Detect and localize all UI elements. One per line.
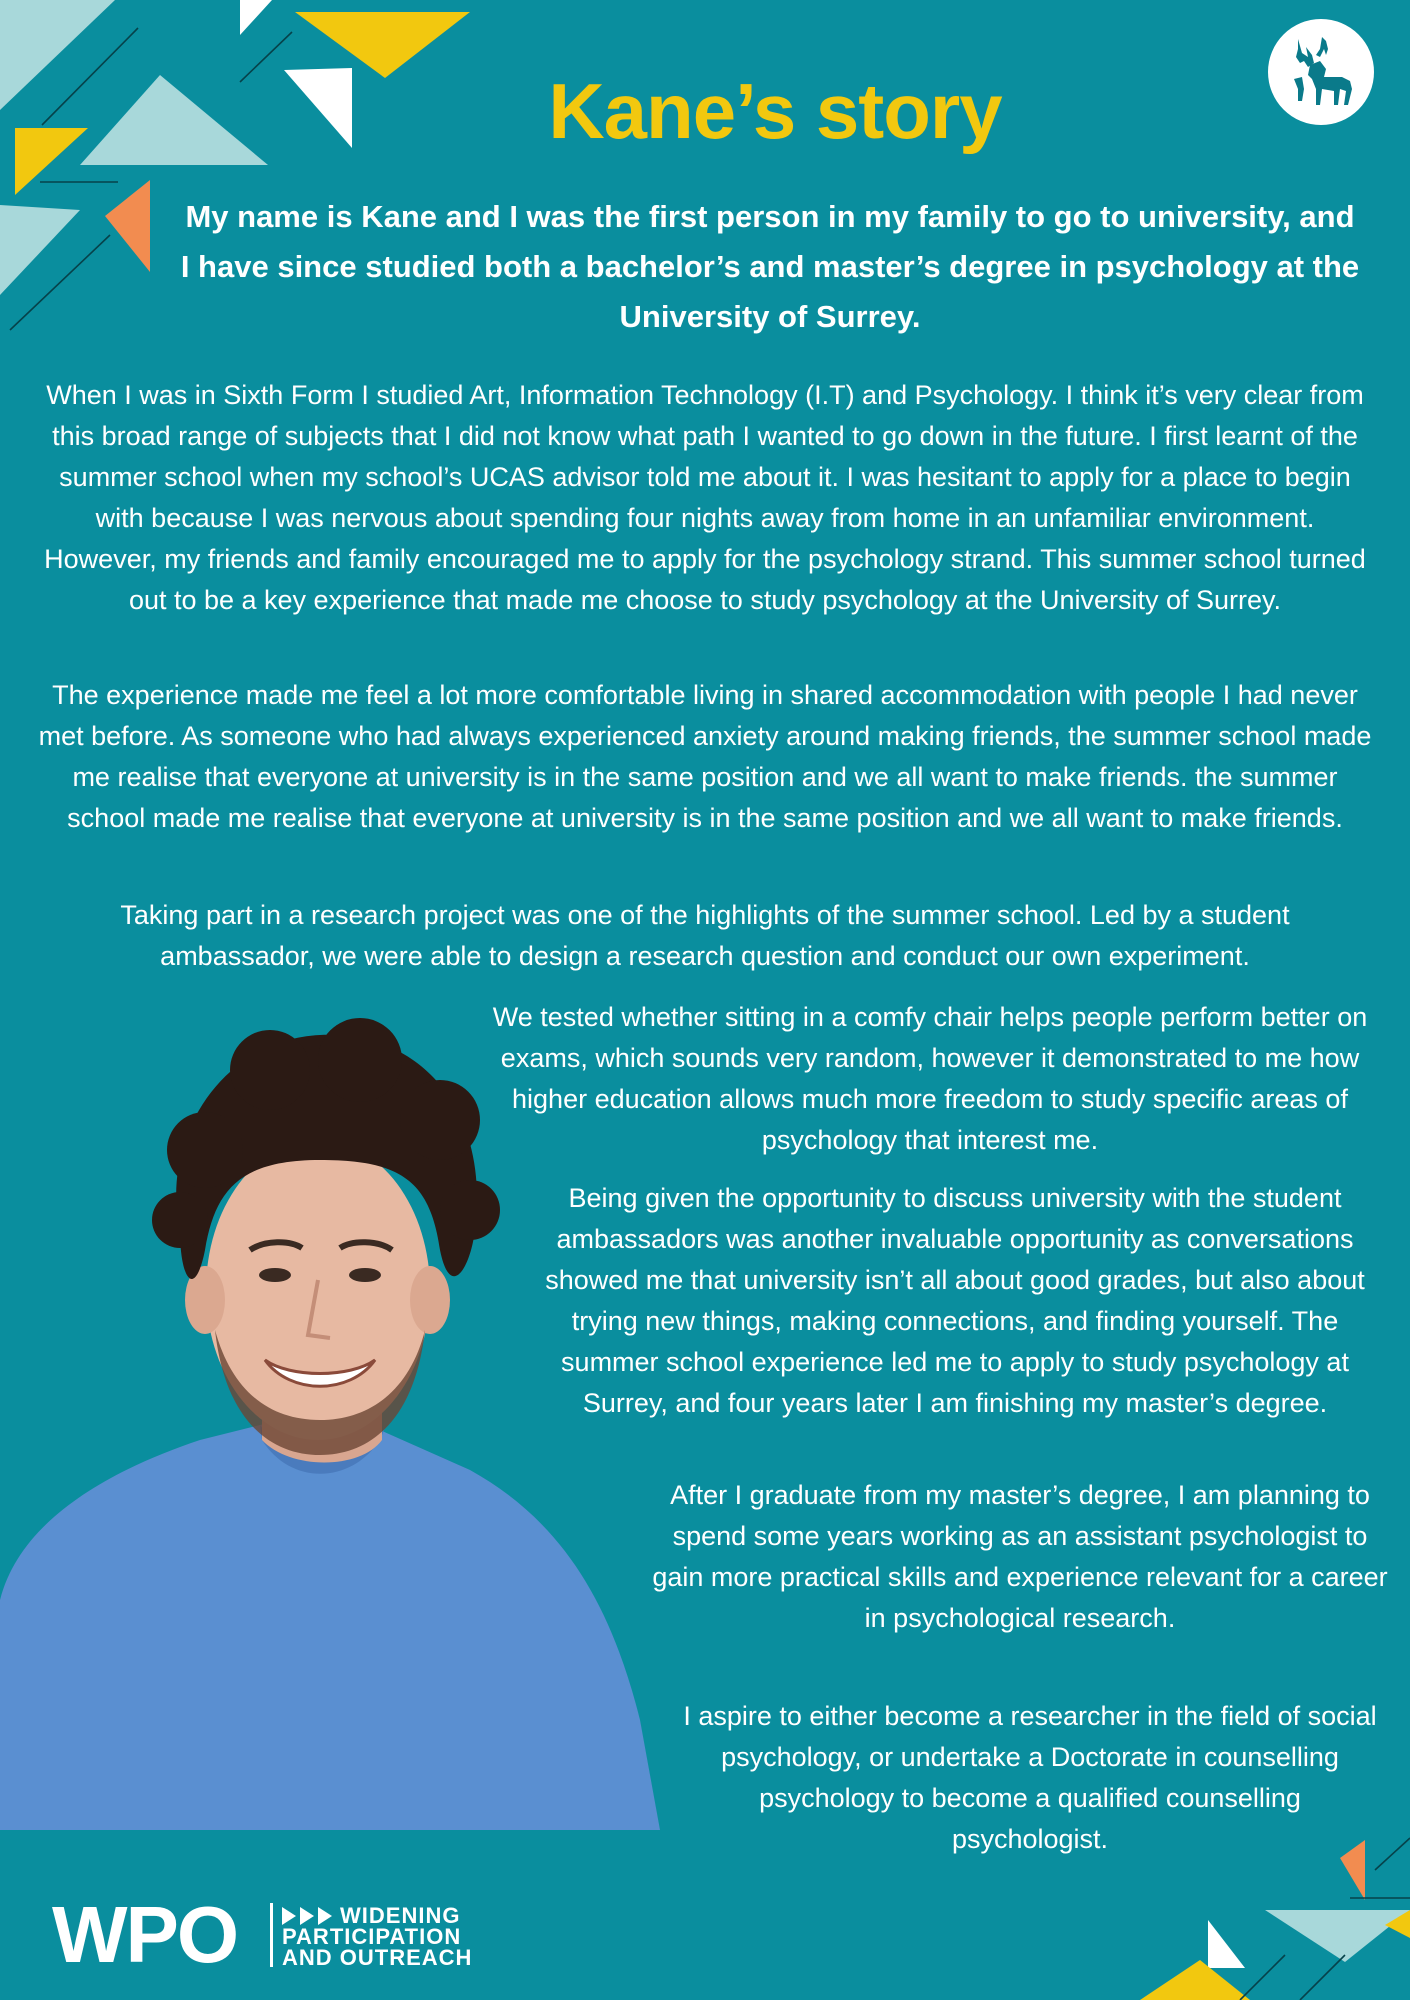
story-paragraph-aspirations: I aspire to either become a researcher in the field of social psychology, or undertake a Doctorate in counselling psychology to become a qualified counselling psychologist. xyxy=(683,1701,1377,1854)
story-paragraph-ambassadors: Being given the opportunity to discuss university with the student ambassadors was another invaluable opportunity as conversations showed me that university isn’t all about good grades, but also about trying new things, making connections, and finding yourself. The summer school experience led me to apply to study psychology at Surrey, and four years later I am finishing my master’s degree. xyxy=(545,1183,1365,1418)
wpo-line-widening: WIDENING xyxy=(340,1903,461,1928)
wpo-line-participation: PARTICIPATION xyxy=(282,1924,462,1949)
page-title: Kane’s story xyxy=(548,67,1002,155)
story-paragraph-future-plans: After I graduate from my master’s degree, I am planning to spend some years working as an assistant psychologist to gain more practical skills and experience relevant for a career in psychological research. xyxy=(652,1480,1388,1633)
wpo-wordmark xyxy=(282,1905,542,1968)
wpo-divider xyxy=(270,1903,273,1967)
stag-icon xyxy=(1268,19,1374,125)
story-paragraph-sixth-form: When I was in Sixth Form I studied Art, Information Technology (I.T) and Psychology. I think it’s very clear from this broad range of subjects that I did not know what path I wanted to go down in the future. I first learnt of the summer school when my school’s UCAS advisor told me about it. I was hesitant to apply for a place to begin with because I was nervous about spending four nights away from home in an unfamiliar environment. However, my friends and family encouraged me to apply for the psychology strand. This summer school turned out to be a key experience that made me choose to study psychology at the University of Surrey. xyxy=(44,380,1366,615)
story-paragraph-accommodation: The experience made me feel a lot more comfortable living in shared accommodation with people I had never met before. As someone who had always experienced anxiety around making friends, the summer school made me realise that everyone at university is in the same position and we all want to make friends. the summer school made me realise that everyone at university is in the same position and we all want to make friends. xyxy=(38,680,1372,833)
intro-statement: My name is Kane and I was the first person in my family to go to university, and I have since studied both a bachelor’s and master’s degree in psychology at the University of Surrey. xyxy=(180,199,1360,334)
wpo-mark: WPO xyxy=(52,1890,238,1979)
story-paragraph-research-project: Taking part in a research project was one of the highlights of the summer school. Led by a student ambassador, we were able to design a research question and conduct our own experiment. xyxy=(120,900,1290,971)
story-paragraph-experiment: We tested whether sitting in a comfy chair helps people perform better on exams, which sounds very random, however it demonstrated to me how higher education allows much more freedom to study specific areas of psychology that interest me. xyxy=(492,1002,1368,1155)
kane-portrait-photo xyxy=(0,1000,720,1830)
wpo-line-outreach: AND OUTREACH xyxy=(282,1945,473,1970)
university-stag-logo xyxy=(1268,19,1374,125)
